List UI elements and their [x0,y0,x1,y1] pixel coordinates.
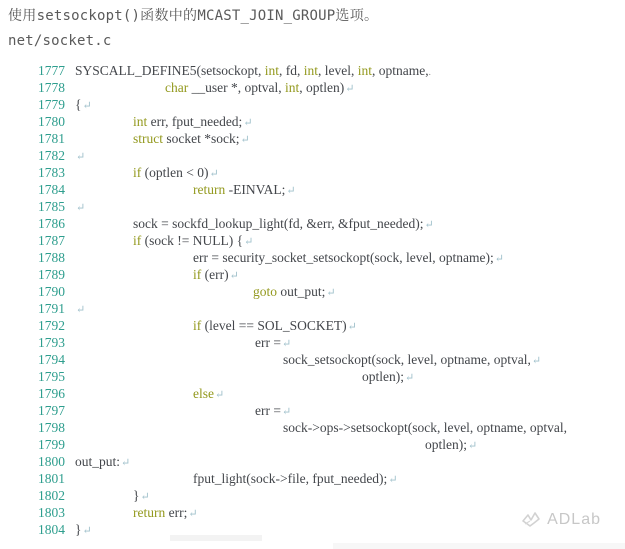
line-break-mark: ↵ [468,440,478,452]
line-number: 1787 [38,233,65,248]
watermark [521,508,601,532]
line-break-mark: ↵ [345,83,355,95]
line-number: 1785 [38,199,65,214]
code-text [75,148,85,163]
line-break-mark: ↵ [215,389,225,401]
line-break-mark: ↵ [531,355,542,367]
code-line [0,130,625,147]
line-break-mark: ↵ [240,134,250,146]
code-line [0,266,625,283]
line-number: 1779 [38,97,65,112]
title-part: 选项。 [335,7,379,23]
line-break-mark: ↵ [209,168,219,180]
line-break-mark: ↵ [82,525,92,537]
code-text: err = security_socket_setsockopt(sock, level, optname);↵ [193,250,504,265]
code-line [0,79,625,96]
line-break-mark: ↵ [229,270,239,282]
line-break-mark: ↵ [405,372,415,384]
line-break-mark: ↵ [388,474,398,486]
line-number: 1799 [38,437,65,452]
code-line [0,62,625,79]
title-part: 使用 [8,7,37,23]
line-number: 1796 [38,386,65,401]
code-text: sock->ops->setsockopt(sock, level, optname, optval, [283,420,568,435]
next-element-artifact [333,543,625,549]
line-break-mark: ↵ [326,287,336,299]
code-line [0,317,625,334]
code-line [0,419,625,436]
line-number: 1783 [38,165,65,180]
code-line [0,334,625,351]
line-number: 1782 [38,148,65,163]
code-line [0,351,625,368]
code-line [0,283,625,300]
line-break-mark: ↵ [188,508,198,520]
code-text [75,199,85,214]
code-text [75,301,85,316]
line-break-mark: ↵ [494,253,504,265]
code-line [0,487,625,504]
code-text: if (sock != NULL) {↵ [133,233,254,248]
line-break-mark: ↵ [424,219,434,231]
line-number: 1780 [38,114,65,129]
code-text: err =↵ [255,403,292,418]
code-text: }↵ [75,522,92,537]
line-number: 1797 [38,403,65,418]
code-text: optlen);↵ [362,369,415,384]
line-number: 1800 [38,454,65,469]
line-break-mark: ↵ [76,202,86,214]
line-number: 1777 [38,63,65,78]
code-text: err =↵ [255,335,292,350]
line-number: 1795 [38,369,65,384]
line-break-mark: ↵ [76,304,86,316]
code-line [0,385,625,402]
code-line [0,164,625,181]
code-text: char __user *, optval, int, optlen)↵ [165,80,355,95]
code-line [0,470,625,487]
line-number: 1794 [38,352,65,367]
code-text: else↵ [193,386,225,401]
code-text: out_put:↵ [75,454,131,469]
line-break-mark: ↵ [140,491,150,503]
code-line [0,198,625,215]
code-text: fput_light(sock->file, fput_needed);↵ [193,471,398,486]
code-line [0,181,625,198]
code-text: return -EINVAL;↵ [193,182,296,197]
line-number: 1788 [38,250,65,265]
code-text: if (optlen < 0)↵ [133,165,219,180]
code-line [0,232,625,249]
line-number: 1792 [38,318,65,333]
code-line [0,368,625,385]
code-line [0,300,625,317]
line-number: 1786 [38,216,65,231]
code-line [0,147,625,164]
code-line [0,436,625,453]
line-number: 1781 [38,131,65,146]
line-number: 1789 [38,267,65,282]
line-number: 1791 [38,301,65,316]
line-break-mark: ↵ [82,100,92,112]
code-text: goto out_put;↵ [253,284,336,299]
code-line [0,113,625,130]
code-text: optlen);↵ [425,437,478,452]
line-break-mark: ↵ [244,236,254,248]
line-break-mark: ↵ [121,457,131,469]
code-line [0,453,625,470]
line-number: 1784 [38,182,65,197]
line-number: 1778 [38,80,65,95]
code-line [0,96,625,113]
line-break-mark: ↵ [286,185,296,197]
code-line [0,249,625,266]
title-part: MCAST_JOIN_GROUP [197,8,336,24]
title-part: 函数中的 [140,7,198,23]
file-path: net/socket.c [8,33,112,49]
code-text: sock = sockfd_lookup_light(fd, &err, &fput_needed);↵ [133,216,434,231]
code-text: sock_setsockopt(sock, level, optname, optval,↵ [283,352,542,367]
code-line [0,215,625,232]
line-break-mark: ↵ [281,338,292,350]
code-text: }↵ [133,488,150,503]
watermark-label: ADLab [547,511,601,528]
code-text: return err;↵ [133,505,198,520]
code-text: if (err)↵ [193,267,239,282]
line-break-mark: ↵ [243,117,253,129]
code-text: SYSCALL_DEFINE5(setsockopt, int, fd, int, level, int, optname,. [75,63,431,78]
code-text: {↵ [75,97,92,112]
code-line [0,402,625,419]
code-text: if (level == SOL_SOCKET)↵ [193,318,357,333]
line-number: 1803 [38,505,65,520]
article-title [8,4,378,27]
next-element-artifact [170,535,262,541]
line-number: 1798 [38,420,65,435]
line-break-mark: ↵ [347,321,357,333]
code-text: struct socket *sock;↵ [133,131,250,146]
line-number: 1793 [38,335,65,350]
adlab-logo-icon [521,511,541,529]
title-part: setsockopt() [36,8,141,24]
line-number: 1790 [38,284,65,299]
line-number: 1801 [38,471,65,486]
code-block [0,62,625,538]
article-header [8,4,378,27]
line-break-mark: ↵ [281,406,292,418]
code-text: int err, fput_needed;↵ [133,114,253,129]
line-break-mark: ↵ [76,151,86,163]
line-number: 1804 [38,522,65,537]
line-number: 1802 [38,488,65,503]
